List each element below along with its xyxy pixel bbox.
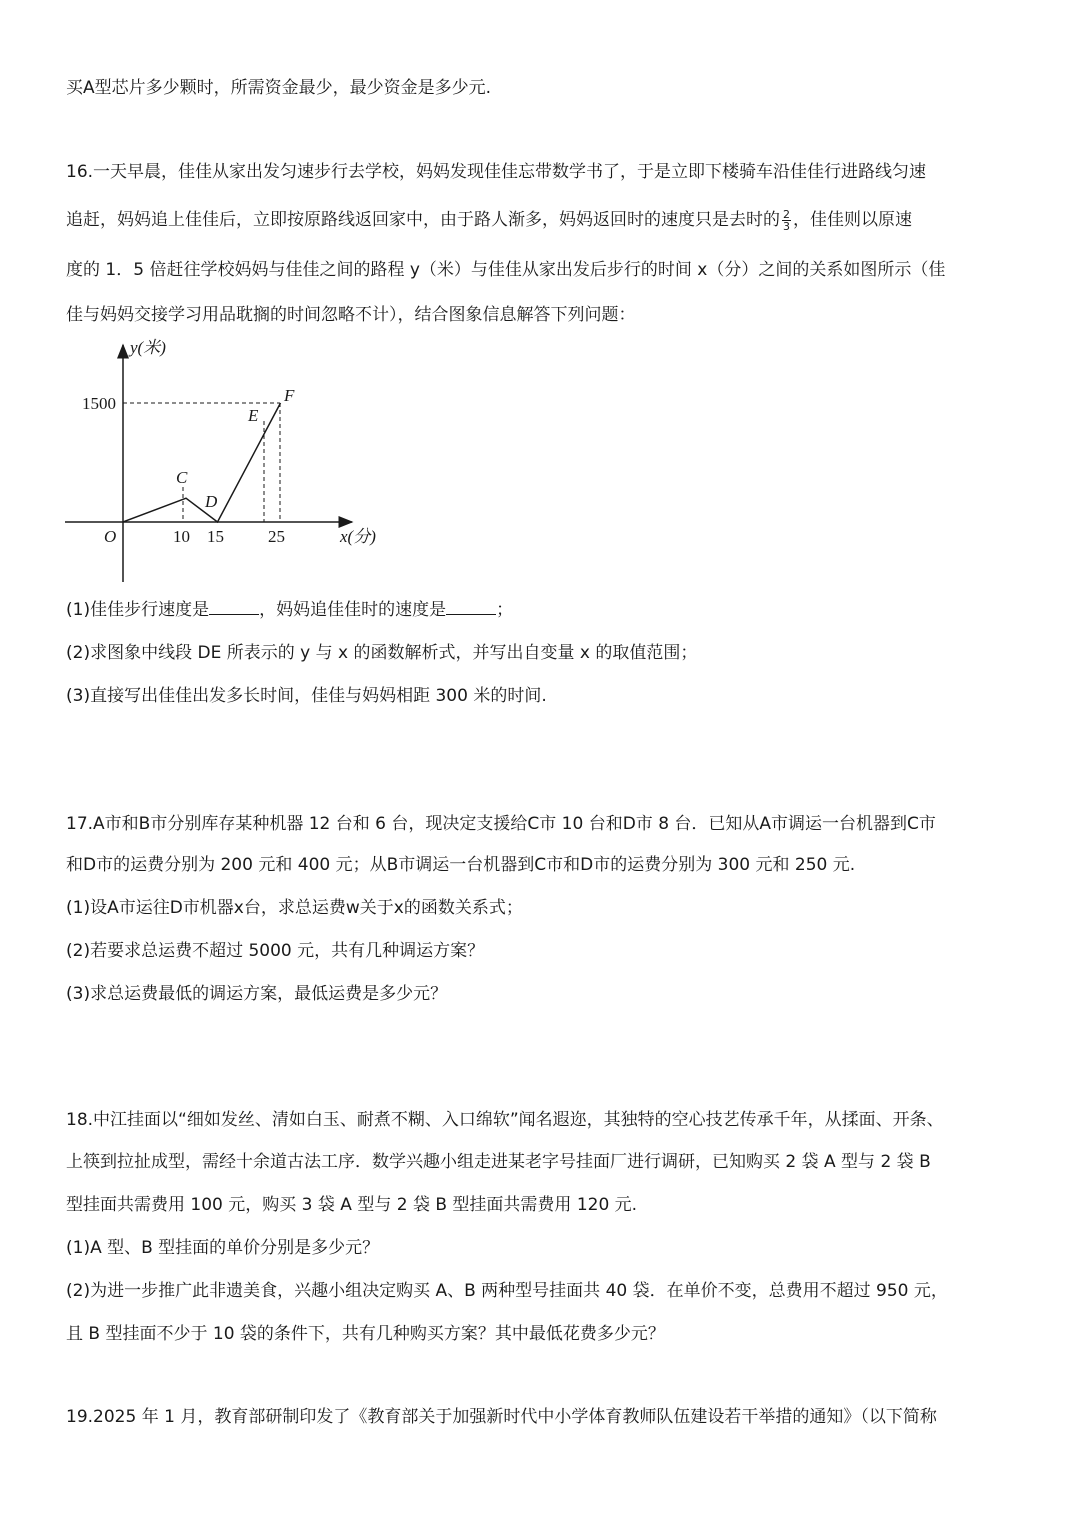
q16-line-3: 度的 1．5 倍赶往学校妈妈与佳佳之间的路程 y（米）与佳佳从家出发后步行的时间 x（分）之间的关系如图所示（佳 (66, 260, 946, 280)
x-tick-25: 25 (268, 527, 285, 546)
q18-part-1: (1)A 型、B 型挂面的单价分别是多少元？ (66, 1238, 380, 1258)
q17-part-2: (2)若要求总运费不超过 5000 元，共有几种调运方案？ (66, 941, 485, 961)
point-label-e: E (248, 406, 259, 425)
fraction-two-thirds (782, 209, 791, 232)
point-label-d: D (205, 492, 218, 511)
q16-part-1-text-a: (1)佳佳步行速度是 (66, 600, 210, 620)
q16-graph (60, 335, 400, 590)
q16-part-1-text-b: ，妈妈追佳佳时的速度是 (259, 600, 447, 620)
q16-line-2 (66, 208, 912, 232)
y-axis-label: y(米) (130, 338, 166, 357)
x-tick-10: 10 (173, 527, 190, 546)
answer-blank-1[interactable] (209, 598, 259, 615)
q16-line-2-text-b: ，佳佳则以原速 (793, 210, 912, 230)
q17-line-1: 17.A市和B市分别库存某种机器 12 台和 6 台，现决定支援给C市 10 台和D市 8 台．已知从A市调运一台机器到C市 (66, 814, 936, 834)
q18-line-1: 18.中江挂面以“细如发丝、清如白玉、耐煮不糊、入口绵软”闻名遐迩，其独特的空心技艺传承千年，从揉面、开条、 (66, 1110, 944, 1130)
x-tick-15: 15 (207, 527, 224, 546)
fraction-numerator: 2 (783, 207, 790, 221)
q16-line-2-text-a: 追赶，妈妈追上佳佳后，立即按原路线返回家中，由于路人渐多，妈妈返回时的速度只是去时的 (66, 210, 780, 230)
point-label-c: C (176, 468, 188, 487)
x-axis-label: x(分) (340, 527, 376, 546)
q16-part-1 (66, 598, 513, 622)
q16-line-1: 16.一天早晨，佳佳从家出发匀速步行去学校，妈妈发现佳佳忘带数学书了，于是立即下楼骑车沿佳佳行进路线匀速 (66, 162, 927, 182)
y-tick-1500: 1500 (82, 394, 116, 413)
q16-part-3: (3)直接写出佳佳出发多长时间，佳佳与妈妈相距 300 米的时间. (66, 686, 547, 706)
q17-part-1: (1)设A市运往D市机器x台，求总运费w关于x的函数关系式； (66, 898, 523, 918)
q18-line-3: 型挂面共需费用 100 元，购买 3 袋 A 型与 2 袋 B 型挂面共需费用 120 元. (66, 1195, 638, 1215)
q16-part-1-text-c: ； (496, 600, 514, 620)
q18-line-2: 上筷到拉扯成型，需经十余道古法工序．数学兴趣小组走进某老字号挂面厂进行调研，已知购买 2 袋 A 型与 2 袋 B (66, 1152, 931, 1172)
answer-blank-2[interactable] (446, 598, 496, 615)
q19-line-1: 19.2025 年 1 月，教育部研制印发了《教育部关于加强新时代中小学体育教师队伍建设若干举措的通知》（以下简称 (66, 1407, 937, 1427)
q18-part-2-line-1: (2)为进一步推广此非遗美食，兴趣小组决定购买 A、B 两种型号挂面共 40 袋．在单价不变，总费用不超过 950 元， (66, 1281, 948, 1301)
origin-label: O (104, 527, 117, 546)
top-line: 买A型芯片多少颗时，所需资金最少，最少资金是多少元. (66, 78, 492, 98)
fraction-denominator: 3 (783, 219, 790, 233)
point-label-f: F (284, 386, 295, 405)
q17-line-2: 和D市的运费分别为 200 元和 400 元；从B市调运一台机器到C市和D市的运费分别为 300 元和 250 元. (66, 855, 856, 875)
q16-line-4: 佳与妈妈交接学习用品耽搁的时间忽略不计），结合图象信息解答下列问题： (66, 305, 636, 325)
q16-part-2: (2)求图象中线段 DE 所表示的 y 与 x 的函数解析式，并写出自变量 x 的取值范围； (66, 643, 698, 663)
q18-part-2-line-2: 且 B 型挂面不少于 10 袋的条件下，共有几种购买方案？其中最低花费多少元？ (66, 1324, 665, 1344)
q17-part-3: (3)求总运费最低的调运方案，最低运费是多少元？ (66, 984, 448, 1004)
